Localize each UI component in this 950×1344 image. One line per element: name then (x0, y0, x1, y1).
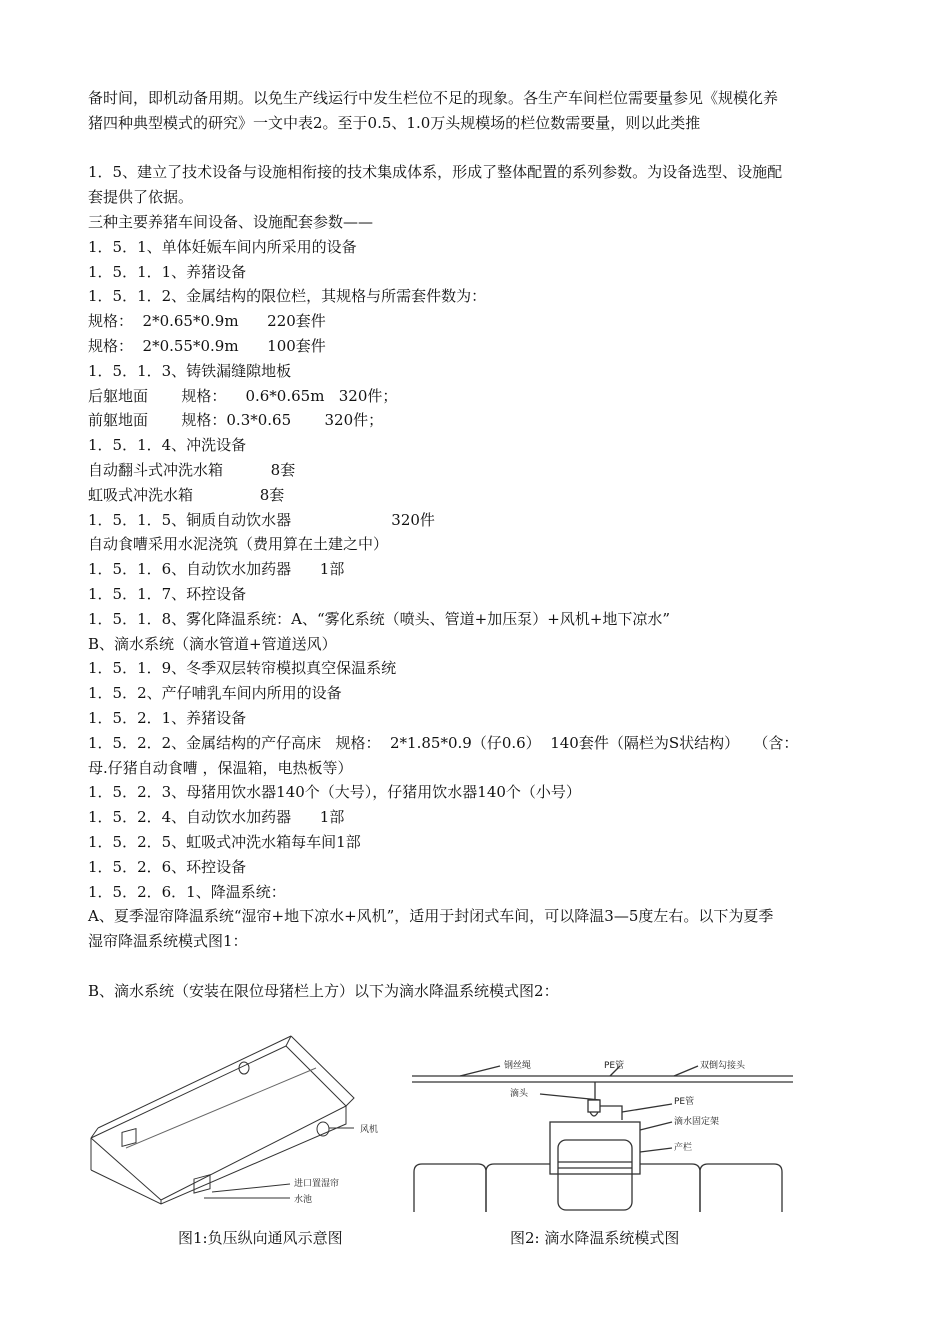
blank-line (88, 954, 878, 979)
figure-1-ventilation-diagram (86, 1028, 396, 1206)
label-nozzle: 滴头 (510, 1089, 529, 1099)
text-line: 1．5、建立了技术设备与设施相衔接的技术集成体系，形成了整体配置的系列参数。为设备选型、设施配 (88, 163, 783, 182)
text-line: 套提供了依据。 (88, 188, 194, 207)
label-pe-pipe-top: PE管 (604, 1061, 625, 1071)
text-line: 1．5．1．4、冲洗设备 (88, 436, 247, 455)
text-line: 1．5．1．7、环控设备 (88, 584, 247, 603)
figure-1-caption: 图1:负压纵向通风示意图 (178, 1229, 343, 1247)
text-line: 1．5．1．1、养猪设备 (88, 262, 247, 281)
text-line: 母.仔猪自动食嘈 ，保温箱，电热板等） (88, 758, 353, 777)
text-line: 1．5．1．8、雾化降温系统：A、“雾化系统（喷头、管道+加压泵）+风机+地下凉水” (88, 609, 671, 628)
text-line: 1．5．2．3、母猪用饮水器140个（大号），仔猪用饮水器140个（小号） (88, 783, 581, 802)
label-drip-bracket: 滴水固定架 (674, 1117, 720, 1127)
text-line: 三种主要养猪车间设备、设施配套参数—— (88, 212, 374, 231)
label-pool: 水池 (294, 1195, 313, 1205)
text-line: 1．5．2．5、虹吸式冲洗水箱每车间1部 (88, 832, 361, 851)
text-line: 湿帘降温系统模式图1： (88, 932, 248, 951)
document-body (88, 86, 878, 1003)
text-line: B、滴水系统（安装在限位母猪栏上方）以下为滴水降温系统模式图2： (88, 981, 559, 1000)
label-pe-pipe-side: PE管 (674, 1097, 695, 1107)
text-line: 前躯地面 规格：0.3*0.65 320件； (88, 411, 384, 430)
text-line: 1．5．1．9、冬季双层转帘模拟真空保温系统 (88, 659, 397, 678)
label-steel-wire: 钢丝绳 (504, 1061, 532, 1071)
figure-2-caption: 图2: 滴水降温系统模式图 (510, 1229, 680, 1247)
blank-line (88, 136, 878, 161)
text-line: 1．5．2．6．1、降温系统： (88, 882, 286, 901)
text-line: 1．5．2．1、养猪设备 (88, 708, 247, 727)
text-line: 自动食嘈采用水泥浇筑（费用算在土建之中） (88, 535, 389, 554)
text-line: 自动翻斗式冲洗水箱 8套 (88, 460, 296, 479)
text-line: B、滴水系统（滴水管道+管道送风） (88, 634, 337, 653)
label-inlet-pad: 进口置湿帘 (294, 1179, 340, 1189)
text-line: 1．5．1．5、铜质自动饮水器 320件 (88, 510, 435, 529)
text-line: 规格： 2*0.65*0.9m 220套件 (88, 312, 326, 331)
text-line: 备时间，即机动备用期。以免生产线运行中发生栏位不足的现象。各生产车间栏位需要量参见《规模化养 (88, 89, 779, 107)
text-line: 猪四种典型模式的研究》一文中表2。至于0.5、1.0万头规模场的栏位数需要量，则以此类推 (88, 113, 701, 132)
text-line: 规格： 2*0.55*0.9m 100套件 (88, 336, 326, 355)
label-double-hook-joint: 双倒勾接头 (700, 1061, 746, 1071)
text-line: 1．5．1、单体妊娠车间内所采用的设备 (88, 237, 357, 256)
text-line: 1．5．1．3、铸铁漏缝隙地板 (88, 361, 292, 380)
text-line: 后躯地面 规格： 0.6*0.65m 320件； (88, 386, 398, 405)
text-line: 1．5．1．2、金属结构的限位栏，其规格与所需套件数为： (88, 287, 487, 306)
text-line: 1．5．2．2、金属结构的产仔高床 规格： 2*1.85*0.9（仔0.6） 140套件（隔栏为S状结构） （含： (88, 733, 799, 752)
text-line: 1．5．1．6、自动饮水加药器 1部 (88, 560, 345, 579)
text-line: 虹吸式冲洗水箱 8套 (88, 485, 285, 504)
text-line: 1．5．2、产仔哺乳车间内所用的设备 (88, 684, 342, 703)
text-line: 1．5．2．4、自动饮水加药器 1部 (88, 808, 345, 827)
figure-2-drip-cooling-diagram (410, 1052, 795, 1212)
label-fan: 风机 (360, 1125, 379, 1135)
text-line: 1．5．2．6、环控设备 (88, 857, 247, 876)
label-farrowing-pen: 产栏 (674, 1143, 693, 1153)
text-line: A、夏季湿帘降温系统“湿帘+地下凉水+风机”，适用于封闭式车间，可以降温3—5度左右。以下为夏季 (88, 907, 774, 926)
